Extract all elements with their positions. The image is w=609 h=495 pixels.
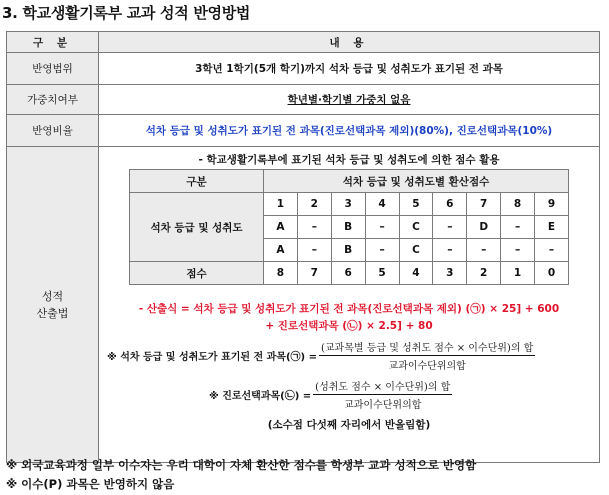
score-row-label: 점수 <box>130 262 264 285</box>
score-intro: - 학교생활기록부에 표기된 석차 등급 및 성취도에 의한 점수 활용 <box>198 154 500 166</box>
score-header-row <box>130 170 569 193</box>
achievement-cell: E <box>535 216 569 239</box>
section-title: 3. 학교생활기록부 교과 성적 반영방법 <box>2 4 251 22</box>
header-category: 구 분 <box>7 32 99 53</box>
achievement-cell: – <box>501 216 535 239</box>
score-cell: 5 <box>365 262 399 285</box>
method-label-text: 성적 산출법 <box>36 289 69 320</box>
achievement-cell: D <box>467 216 501 239</box>
score-cell: 4 <box>399 262 433 285</box>
grade-row-label: 석차 등급 및 성취도 <box>130 193 264 262</box>
grade-cell: 2 <box>297 193 331 216</box>
score-table <box>129 169 569 285</box>
achievement-cell: – <box>467 239 501 262</box>
ratio-value: 석차 등급 및 성취도가 표기된 전 과목(진로선택과목 제외)(80%), 진로선택과목(10%) <box>99 115 600 147</box>
method-content <box>99 147 600 463</box>
grade-cell: 3 <box>331 193 365 216</box>
fraction-general-numerator: (교과목별 등급 및 성취도 점수 × 이수단위)의 합 <box>319 339 535 356</box>
method-label <box>7 147 99 463</box>
grade-row <box>130 193 569 216</box>
formula-line-2: + 진로선택과목 (㉡) × 2.5] + 80 <box>265 320 433 332</box>
scope-value: 3학년 1학기(5개 학기)까지 석차 등급 및 성취도가 표기된 전 과목 <box>99 53 600 85</box>
achievement-cell: – <box>433 239 467 262</box>
achievement-cell: C <box>399 216 433 239</box>
score-cell: 1 <box>501 262 535 285</box>
rounding-note: (소수점 다섯째 자리에서 반올림함) <box>267 419 431 431</box>
fraction-career <box>209 378 452 411</box>
note-foreign-curriculum: ※ 외국교육과정 일부 이수자는 우리 대학이 자체 환산한 점수를 학생부 교과 성적으로 반영함 <box>6 458 477 472</box>
grade-cell: 1 <box>264 193 298 216</box>
fraction-general-denominator: 교과이수단위의합 <box>388 361 466 372</box>
grade-cell: 4 <box>365 193 399 216</box>
ratio-label: 반영비율 <box>7 115 99 147</box>
score-cell: 7 <box>297 262 331 285</box>
achievement-cell: B <box>331 216 365 239</box>
fraction-career-expr <box>313 378 452 411</box>
scope-label: 반영범위 <box>7 53 99 85</box>
formula-line-1: - 산출식 = 석차 등급 및 성취도가 표기된 전 과목(진로선택과목 제외) (㉠) × 25] + 600 <box>138 303 560 315</box>
score-header-label: 구분 <box>130 170 264 193</box>
note-pass-courses: ※ 이수(P) 과목은 반영하지 않음 <box>6 477 175 491</box>
grade-cell: 8 <box>501 193 535 216</box>
row-method <box>7 147 600 463</box>
weight-label: 가중치여부 <box>7 85 99 115</box>
achievement-cell: B <box>331 239 365 262</box>
score-cell: 6 <box>331 262 365 285</box>
fraction-general-expr <box>319 339 535 372</box>
table-header-row <box>7 32 600 53</box>
score-row <box>130 262 569 285</box>
grade-cell: 7 <box>467 193 501 216</box>
score-cell: 8 <box>264 262 298 285</box>
weight-value: 학년별·학기별 가중치 없음 <box>287 94 411 106</box>
score-cell: 0 <box>535 262 569 285</box>
achievement-cell: – <box>501 239 535 262</box>
fraction-career-denominator: 교과이수단위의합 <box>344 400 422 411</box>
score-cell: 3 <box>433 262 467 285</box>
grade-method-table <box>6 31 600 463</box>
achievement-cell: A <box>264 239 298 262</box>
row-weight <box>7 85 600 115</box>
weight-value-cell <box>99 85 600 115</box>
achievement-cell: – <box>365 239 399 262</box>
grade-cell: 9 <box>535 193 569 216</box>
score-header-title: 석차 등급 및 성취도별 환산점수 <box>264 170 569 193</box>
row-ratio <box>7 115 600 147</box>
achievement-cell: A <box>264 216 298 239</box>
fraction-career-numerator: (성취도 점수 × 이수단위)의 합 <box>313 378 452 395</box>
achievement-cell: – <box>535 239 569 262</box>
header-content: 내 용 <box>99 32 600 53</box>
achievement-cell: C <box>399 239 433 262</box>
achievement-cell: – <box>297 239 331 262</box>
score-cell: 2 <box>467 262 501 285</box>
grade-cell: 5 <box>399 193 433 216</box>
row-scope <box>7 53 600 85</box>
achievement-cell: – <box>297 216 331 239</box>
fraction-general <box>107 339 535 372</box>
achievement-cell: – <box>365 216 399 239</box>
fraction-general-label: ※ 석차 등급 및 성취도가 표기된 전 과목(㉠) = <box>107 352 317 363</box>
grade-cell: 6 <box>433 193 467 216</box>
achievement-cell: – <box>433 216 467 239</box>
fraction-career-label: ※ 진로선택과목(㉡) = <box>209 391 312 402</box>
